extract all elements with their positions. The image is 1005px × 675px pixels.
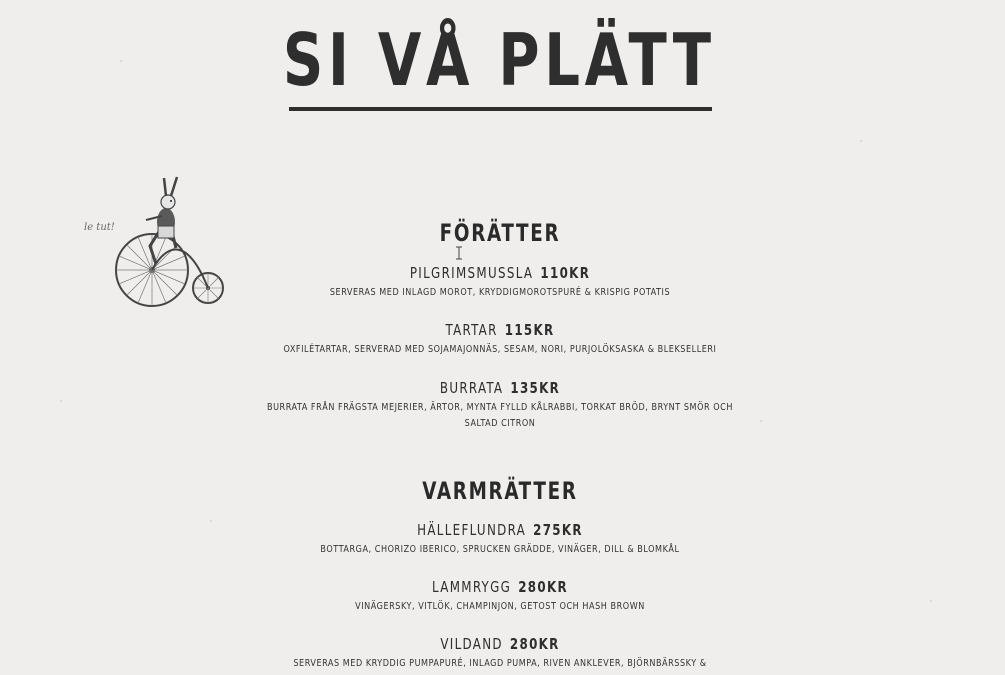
dish-description: SERVERAS MED INLAGD MOROT, KRYDDIGMOROTSPURÉ & KRISPIG POTATIS bbox=[329, 287, 671, 298]
illustration-caption: le tut! bbox=[84, 222, 115, 233]
dish-description: SERVERAS MED KRYDDIG PUMPAPURÉ, INLAGD PUMPA, RIVEN ANKLEVER, BJÖRNBÄRSSKY & bbox=[293, 658, 707, 669]
text-cursor-icon bbox=[455, 246, 463, 260]
dish-name: BURRATA bbox=[439, 379, 504, 397]
dish-price: 280KR bbox=[509, 635, 560, 653]
menu-item bbox=[0, 520, 1000, 558]
menu-item bbox=[0, 634, 1000, 672]
dish-name: LAMMRYGG bbox=[432, 578, 512, 596]
title-underline bbox=[289, 107, 712, 111]
dish-description: BOTTARGA, CHORIZO IBERICO, SPRUCKEN GRÄDDE, VINÄGER, DILL & BLOMKÅL bbox=[320, 544, 680, 555]
dish-price: 110KR bbox=[540, 264, 591, 282]
dish-price: 135KR bbox=[510, 379, 561, 397]
section-heading-forratter: FÖRÄTTER bbox=[439, 219, 561, 247]
dish-description: OXFILÉTARTAR, SERVERAD MED SOJAMAJONNÄS, SESAM, NORI, PURJOLÖKSASKA & BLEKSELLERI bbox=[283, 344, 717, 355]
dish-name: VILDAND bbox=[440, 635, 503, 653]
dish-price: 115KR bbox=[504, 321, 555, 339]
menu-item bbox=[0, 263, 1000, 301]
dish-name: PILGRIMSMUSSLA bbox=[409, 264, 534, 282]
dish-price: 280KR bbox=[518, 578, 568, 596]
dish-name: HÄLLEFLUNDRA bbox=[417, 521, 527, 539]
page-title: SI VÅ PLÄTT bbox=[282, 18, 716, 102]
section-heading-varmratter: VARMRÄTTER bbox=[422, 477, 578, 505]
menu-item bbox=[0, 577, 1000, 615]
dish-price: 275KR bbox=[533, 521, 583, 539]
dish-name: TARTAR bbox=[445, 321, 498, 339]
menu-item bbox=[0, 378, 1000, 432]
dish-description: VINÄGERSKY, VITLÖK, CHAMPINJON, GETOST OCH HASH BROWN bbox=[355, 601, 645, 612]
dish-description-continued: SALTAD CITRON bbox=[464, 418, 536, 429]
menu-item bbox=[0, 320, 1000, 358]
dish-description: BURRATA FRÅN FRÄGSTA MEJERIER, ÄRTOR, MYNTA FYLLD KÅLRABBI, TORKAT BRÖD, BRYNT SMÖR OCH bbox=[266, 402, 734, 413]
